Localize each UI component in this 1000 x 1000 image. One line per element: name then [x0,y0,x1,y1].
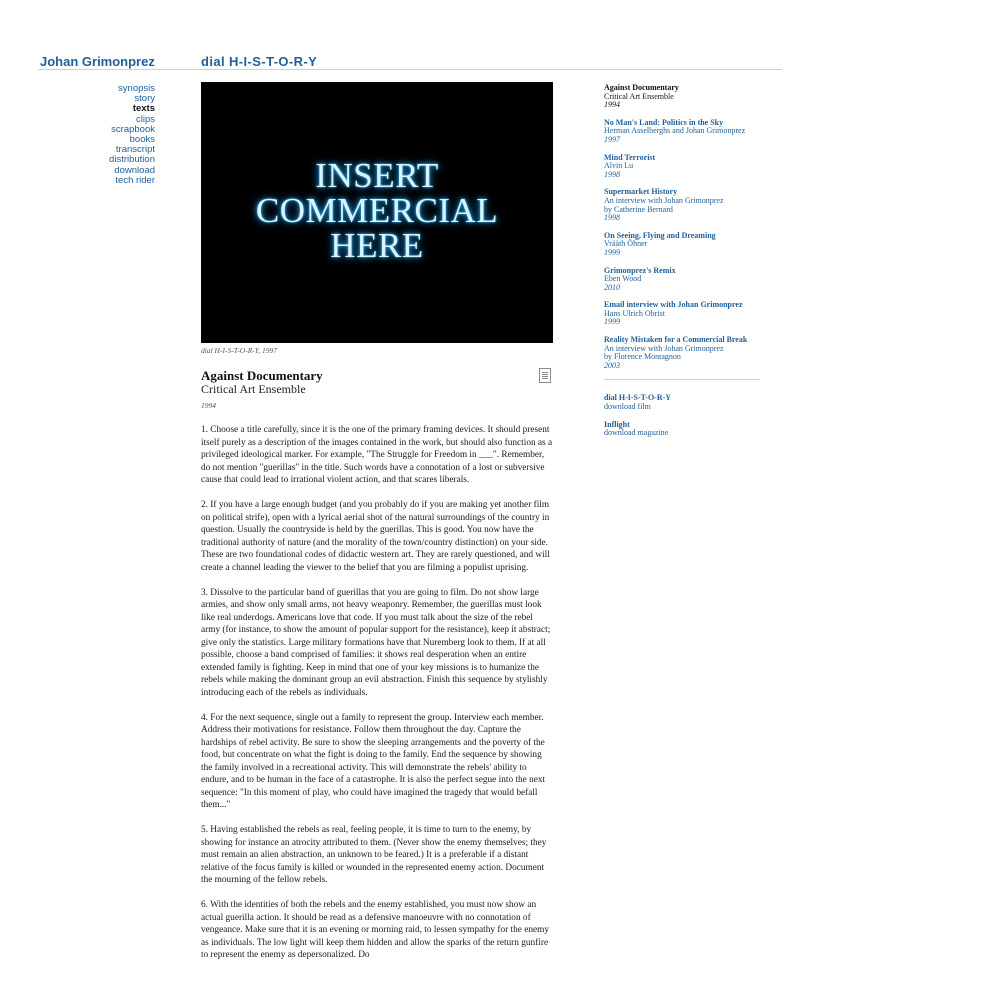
nav-item-download[interactable]: download [114,164,155,176]
text-title: On Seeing, Flying and Dreaming [604,230,716,240]
nav-item-distribution[interactable]: distribution [109,154,155,166]
text-list-item[interactable] [604,232,784,258]
download-subtitle: download magazine [604,428,669,438]
text-author: Eben Wood [604,274,642,284]
article-title: Against Documentary [201,368,323,383]
text-author: Critical Art Ensemble [604,91,674,101]
article-paragraph: 5. Having established the rebels as real, feeling people, it is time to turn to the enemy, by showing for instance an atrocity attributed to them. (Never show the enemy themselves; they must remain an alien abstraction, an unknown to be feared.) It is a preferable if a distant relative of the focus family is killed or wounded in the represented enemy action. Document the mourning of the fellow rebels. [201,825,547,885]
still-text-line: HERE [330,226,424,265]
text-author: An interview with Johan Grimonprez [604,195,724,205]
article-body [201,424,553,962]
film-title-link[interactable]: dial H-I-S-T-O-R-Y [201,54,318,69]
nav-item-story[interactable]: story [134,93,155,105]
text-author: Hans Ulrich Obrist [604,308,665,318]
article-author: Critical Art Ensemble [201,382,306,396]
article-paragraph: 6. With the identities of both the rebels and the enemy established, you must now show an actual guerilla action. It should be read as a defensive manoeuvre with no connotation of vengeance. Make sure that it is an evening or morning raid, to lessen sympathy for the enemy as individuals. The low light will keep them hidden and allow the sparks of the return gunfire to represent the enemy as depersonalized. Do [201,900,550,960]
nav-item-books[interactable]: books [129,134,155,146]
text-author-line-2: by Catherine Bernard [604,204,673,214]
text-list-item[interactable] [604,84,784,110]
header-divider [38,69,782,70]
text-list-item[interactable] [604,301,784,327]
download-subtitle: download film [604,402,651,412]
article-paragraph: 3. Dissolve to the particular band of guerillas that you are going to film. Do not show large armies, and show only small arms, not heavy weaponry. Remember, the guerillas must look like real underdogs. Americans love that code. If you must talk about the size of the rebel army (for instance, to show the amount of popular support for the resistance), keep it abstract; give only the statistics. Large military formations have that Nuremberg look to them. If at all possible, choose a band comprised of families: it shows real desperation when an entire extended family is fighting. Keep in mind that one of your key missions is to humanize the rebels while making the dominant group an evil abstraction. Finish this sequence by stylishly introducing each of the rebels as individuals. [201,587,551,698]
text-year: 2010 [604,282,620,292]
text-list-item[interactable] [604,336,784,370]
text-year: 1999 [604,317,620,327]
text-title: Against Documentary [604,83,679,92]
article-year: 1994 [201,401,216,410]
text-list-item[interactable] [604,154,784,180]
nav-item-synopsis[interactable]: synopsis [118,83,155,94]
text-author: Herman Asselberghs and Johan Grimonprez [604,126,746,136]
main-content [201,82,553,974]
film-still-image [201,82,553,343]
text-title: No Man's Land: Politics in the Sky [604,117,724,127]
text-year: 1994 [604,100,620,110]
article-paragraph: 1. Choose a title carefully, since it is the one of the primary framing devices. It should present itself purely as a description of the images contained in the work, but should also function as a privileged ideological marker. For example, "The Struggle for Freedom in ___". Remember, do not mention "guerillas" in the title. Such words have a connotation of a lost or subversive cause that could lead to irrational violent action, and that scares liberals. [201,425,553,485]
text-year: 1998 [604,213,620,223]
text-year: 1997 [604,134,620,144]
image-caption: dial H-I-S-T-O-R-Y, 1997 [201,346,278,355]
text-title: Supermarket History [604,187,678,197]
text-author: Alvin Lu [604,161,634,171]
text-year: 1999 [604,247,620,257]
nav-item-texts[interactable]: texts [132,103,155,115]
download-item-film[interactable] [604,394,784,411]
film-still-title-card [201,158,553,263]
text-author: An interview with Johan Grimonprez [604,343,724,353]
texts-sidebar [604,84,784,447]
text-title: Grimonprez's Remix [604,265,676,275]
text-title: Mind Terrorist [604,152,656,162]
text-list-item[interactable] [604,188,784,222]
text-list-item[interactable] [604,119,784,145]
nav-item-transcript[interactable]: transcript [115,144,155,156]
section-nav [60,84,155,186]
still-text-line: COMMERCIAL [255,191,499,230]
text-year: 2003 [604,360,620,370]
still-text-line: INSERT [315,156,439,195]
text-title: Email interview with Johan Grimonprez [604,300,743,310]
download-title: Inflight [604,419,630,429]
download-item-magazine[interactable] [604,421,784,438]
nav-item-tech-rider[interactable]: tech rider [115,174,155,186]
site-title-link[interactable]: Johan Grimonprez [40,54,155,69]
text-author: Vrääth Öhner [604,239,648,249]
nav-item-clips[interactable]: clips [135,113,155,125]
article-header [201,368,553,410]
download-title: dial H-I-S-T-O-R-Y [604,393,672,403]
text-list-item[interactable] [604,267,784,293]
text-author-line-2: by Florence Montagnon [604,352,681,362]
article-paragraph: 4. For the next sequence, single out a family to represent the group. Interview each member. Address their motivations for resistance. Follow them throughout the day. Capture the hardships of rebel activity. Be sure to show the sleeping arrangements and the poverty of the food, but concentrate on what the fight is doing to the family. End the sequence by showing the family involved in a recreational activity. This will demonstrate the rebels' ability to endure, and to be human in the face of a catastrophe. It is also the perfect segue into the next sequence: "In this moment of play, who could have imagined the tragedy that would befall them..." [201,712,546,810]
text-year: 1998 [604,169,620,179]
nav-item-scrapbook[interactable]: scrapbook [111,123,155,135]
sidebar-divider [604,379,760,380]
document-icon[interactable] [539,368,551,383]
article-paragraph: 2. If you have a large enough budget (and you probably do if you are making yet another film on political strife), open with a lyrical aerial shot of the natural surroundings of the country in question. Usually the countryside is held by the guerillas. This is good. You now have the traditional authority of nature (and the morality of the town/country distinction) on your side. These are two foundational codes of didactic western art. They are rarely questioned, and will create a channel leading the viewer to the belief that you are filming a populist uprising. [201,500,550,573]
text-title: Reality Mistaken for a Commercial Break [604,335,748,345]
